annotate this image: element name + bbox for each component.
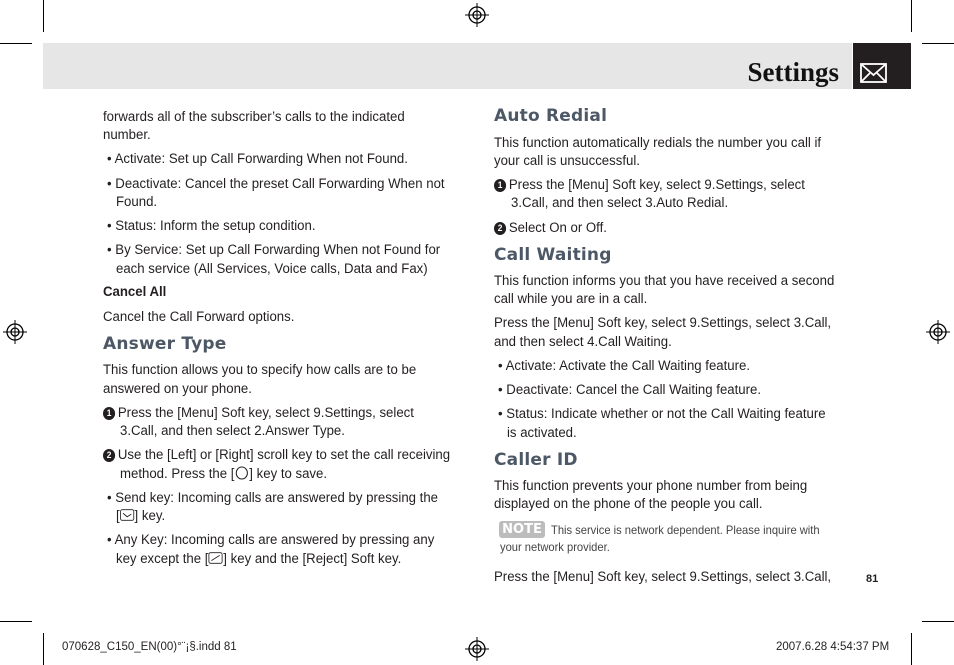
bullet-item: • By Service: Set up Call Forwarding When not Found for <box>107 242 441 258</box>
step-number-badge: 2 <box>494 222 506 235</box>
crop-mark <box>922 43 954 44</box>
bullet-item: • Activate: Set up Call Forwarding When not Found. <box>107 151 408 167</box>
header-icon-box <box>853 43 911 89</box>
crop-mark <box>0 43 32 44</box>
bullet-item: • Deactivate: Cancel the Call Waiting feature. <box>498 382 762 398</box>
footer-file-name: 070628_C150_EN(00)°¨¡§.indd 81 <box>62 641 237 653</box>
footer-date-time: 2007.6.28 4:54:37 PM <box>776 641 890 653</box>
end-key-icon <box>208 551 223 565</box>
bullet-item-continuation: Found. <box>116 194 158 210</box>
crop-mark <box>911 0 912 32</box>
bullet-item: • Any Key: Incoming calls are answered by pressing any <box>107 532 435 548</box>
step-item: 1 Press the [Menu] Soft key, select 9.Settings, select <box>494 176 805 194</box>
header-band <box>43 43 852 89</box>
step-item: 1 Press the [Menu] Soft key, select 9.Settings, select <box>103 404 414 422</box>
intro-line: forwards all of the subscriber’s calls to the indicated <box>103 109 405 125</box>
step-item: 2 Use the [Left] or [Right] scroll key to set the call receiving <box>103 446 450 464</box>
step-item: 2 Select On or Off. <box>494 219 607 237</box>
step-continuation: 3.Call, and then select 2.Answer Type. <box>120 423 345 439</box>
bullet-item-continuation: [ ] key. <box>116 508 166 524</box>
crop-mark <box>911 633 912 665</box>
step-continuation: 3.Call, and then select 3.Auto Redial. <box>511 195 729 211</box>
cancel-all-heading: Cancel All <box>103 284 167 300</box>
registration-mark-icon <box>465 3 489 27</box>
instruction-line: Press the [Menu] Soft key, select 9.Settings, select 3.Call, <box>494 315 832 331</box>
bullet-item: • Status: Inform the setup condition. <box>107 218 316 234</box>
page-title: Settings <box>747 57 839 87</box>
intro-line: your call is unsuccessful. <box>494 153 640 169</box>
section-heading-caller-id: Caller ID <box>494 450 578 470</box>
bullet-item-continuation: key except the [ ] key and the [Reject] Soft key. <box>116 551 402 567</box>
intro-line: displayed on the phone of the people you call. <box>494 496 763 512</box>
page-number: 81 <box>866 573 879 585</box>
crop-mark <box>922 621 954 622</box>
intro-line: number. <box>103 127 151 143</box>
cancel-all-text: Cancel the Call Forward options. <box>103 309 295 325</box>
crop-mark <box>43 633 44 665</box>
step-number-badge: 1 <box>494 179 506 192</box>
intro-line: This function automatically redials the number you call if <box>494 135 822 151</box>
instruction-line: Press the [Menu] Soft key, select 9.Settings, select 3.Call, <box>494 569 832 585</box>
note-badge: NOTE <box>499 521 545 538</box>
bullet-item-continuation: is activated. <box>507 425 577 441</box>
intro-line: call while you are in a call. <box>494 291 648 307</box>
instruction-line: and then select 4.Call Waiting. <box>494 334 672 350</box>
bullet-item: • Status: Indicate whether or not the Call Waiting feature <box>498 406 826 422</box>
intro-line: This function prevents your phone number from being <box>494 478 808 494</box>
send-key-icon <box>120 508 135 522</box>
section-heading-auto-redial: Auto Redial <box>494 106 608 126</box>
intro-line: This function informs you that you have received a second <box>494 273 835 289</box>
bullet-item: • Send key: Incoming calls are answered by pressing the <box>107 490 439 506</box>
bullet-item: • Deactivate: Cancel the preset Call Forwarding When not <box>107 176 445 192</box>
registration-mark-icon <box>926 320 950 344</box>
intro-line: answered on your phone. <box>103 381 252 397</box>
step-number-badge: 1 <box>103 407 115 420</box>
note-text: This service is network dependent. Please inquire with <box>551 523 820 537</box>
registration-mark-icon <box>465 637 489 661</box>
bullet-item-continuation: each service (All Services, Voice calls, Data and Fax) <box>116 261 428 277</box>
crop-mark <box>0 621 32 622</box>
step-number-badge: 2 <box>103 449 115 462</box>
envelope-icon <box>853 43 911 89</box>
ok-key-icon <box>234 466 249 480</box>
step-continuation: method. Press the [ ] key to save. <box>120 466 328 482</box>
note-text: your network provider. <box>500 540 610 554</box>
crop-mark <box>43 0 44 32</box>
intro-line: This function allows you to specify how calls are to be <box>103 362 417 378</box>
section-heading-call-waiting: Call Waiting <box>494 245 612 265</box>
registration-mark-icon <box>3 320 27 344</box>
bullet-item: • Activate: Activate the Call Waiting feature. <box>498 358 751 374</box>
section-heading-answer-type: Answer Type <box>103 334 227 354</box>
